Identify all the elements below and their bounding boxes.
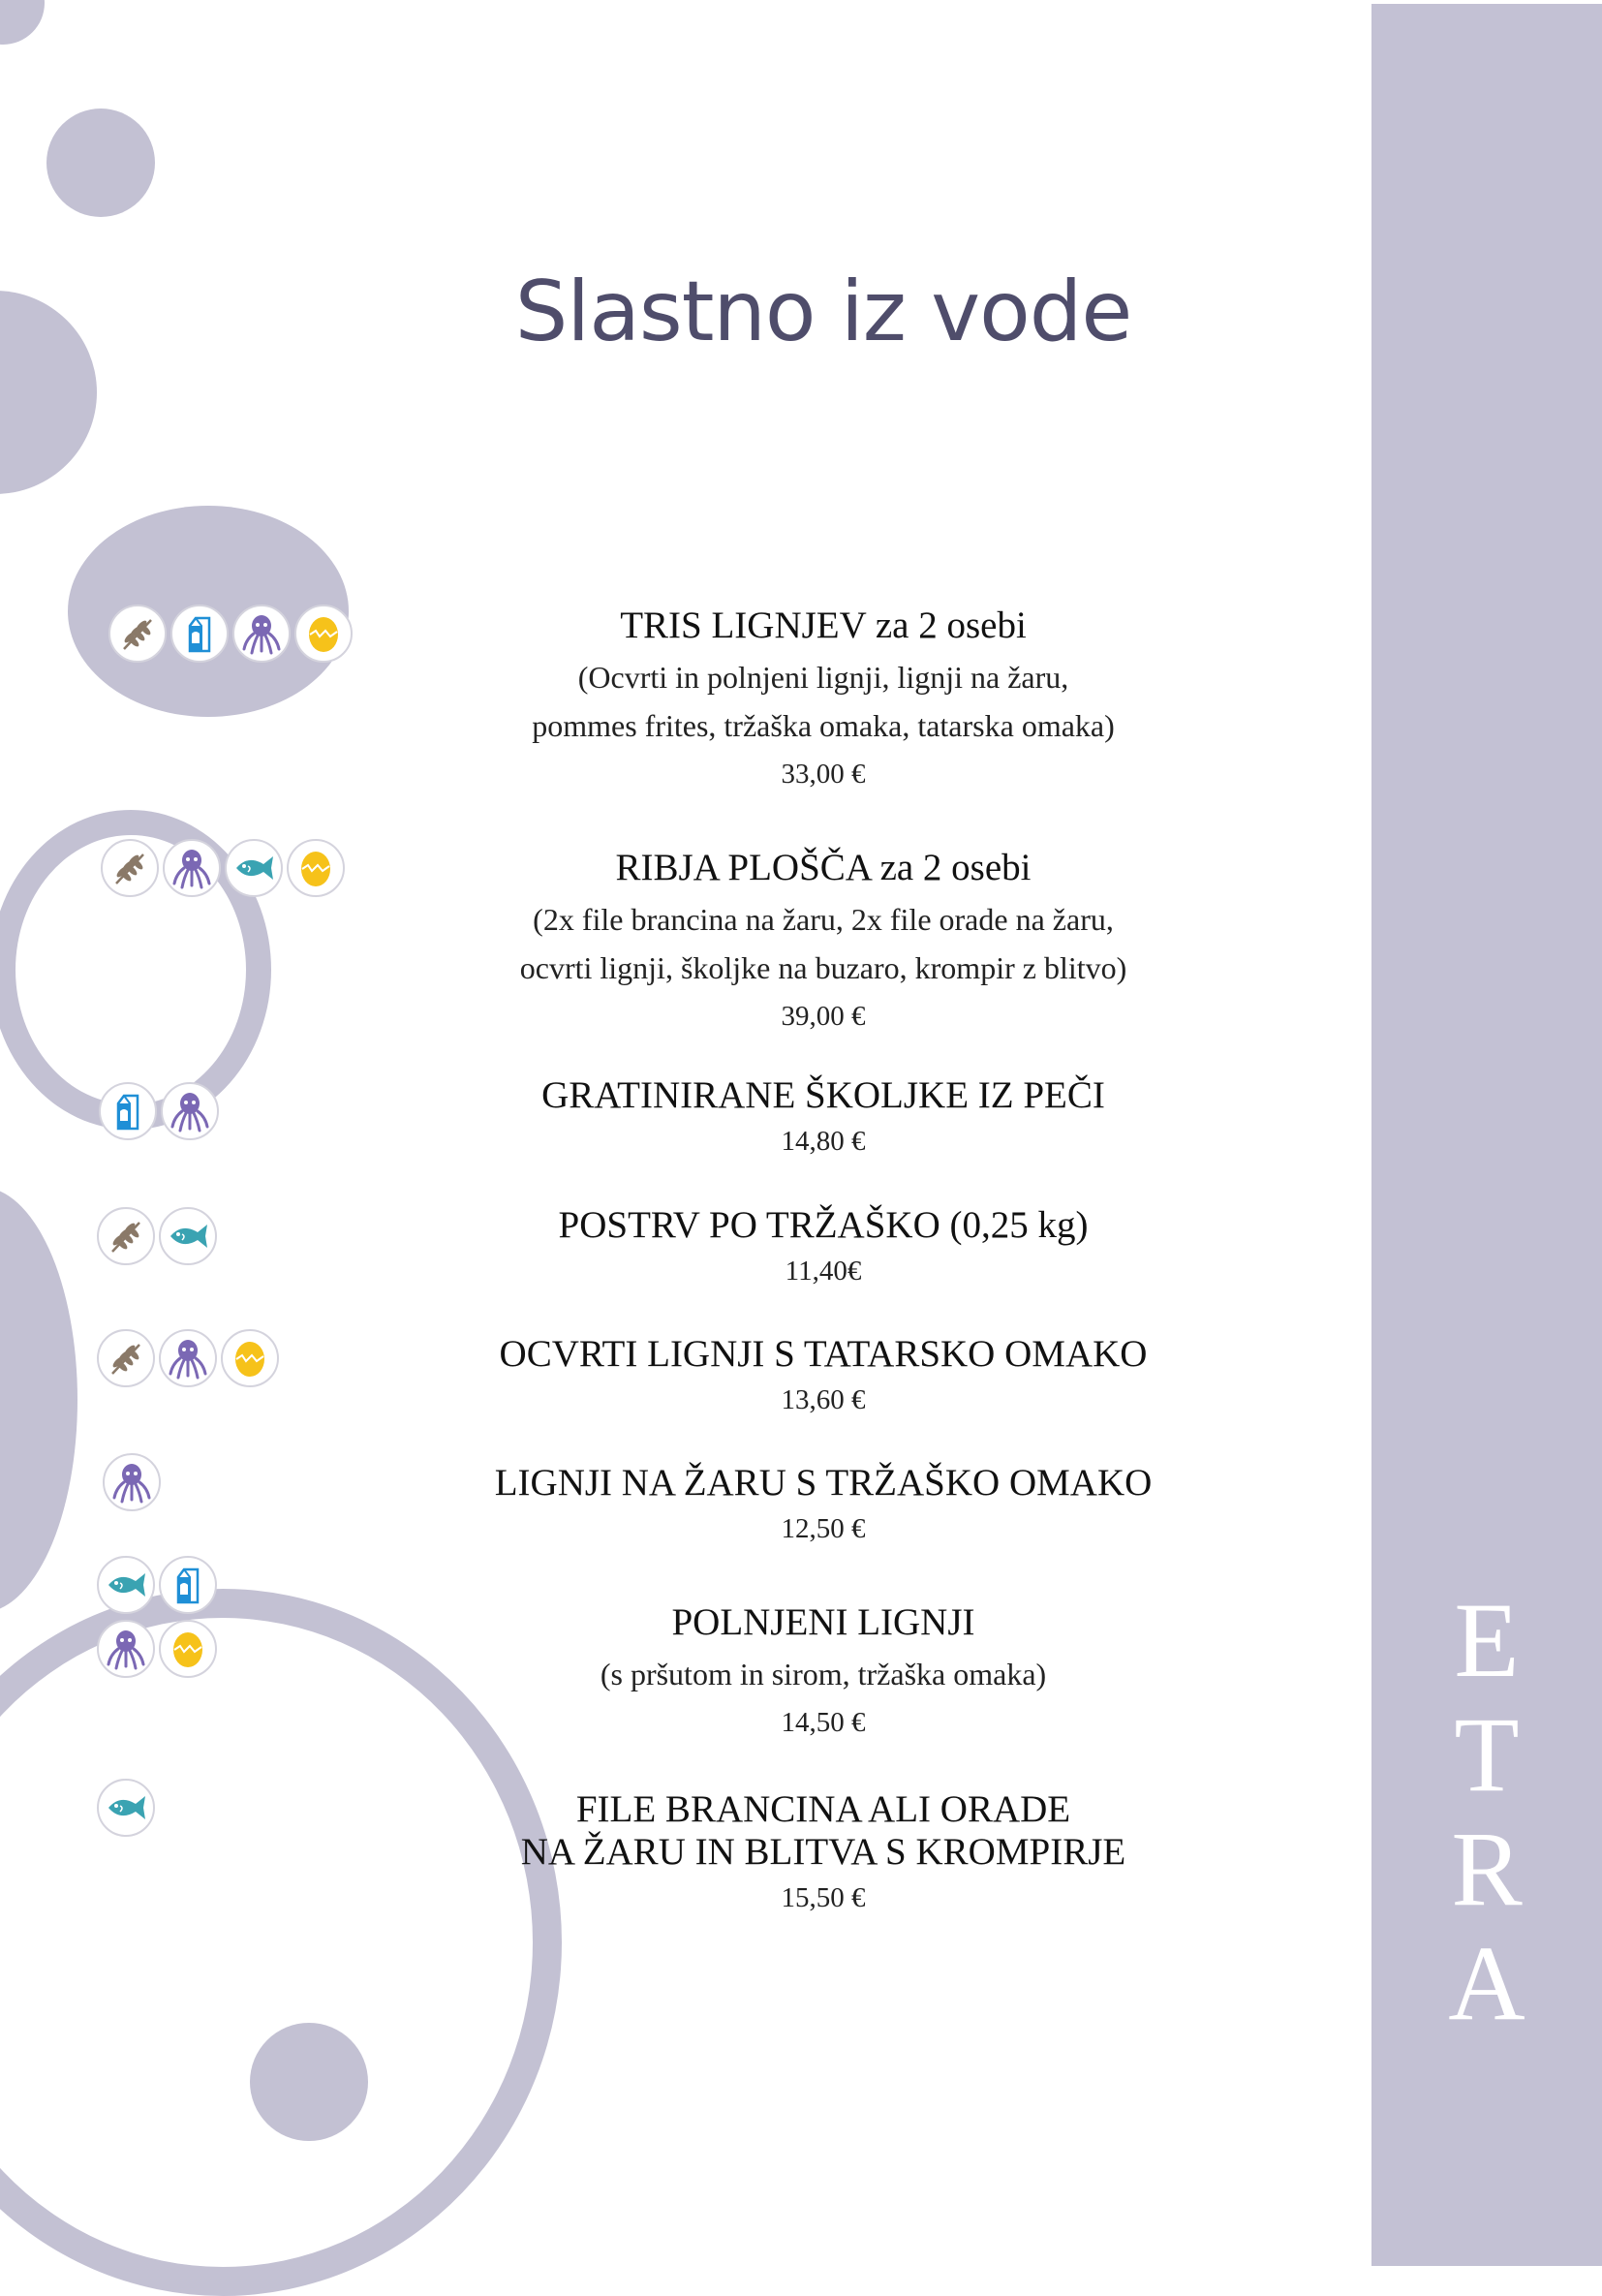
item-name: OCVRTI LIGNJI S TATARSKO OMAKO [499, 1333, 1148, 1375]
item-price: 11,40€ [785, 1256, 862, 1287]
menu-item [416, 1462, 1230, 1547]
item-name: LIGNJI NA ŽARU S TRŽAŠKO OMAKO [494, 1462, 1153, 1504]
allergen-icons [97, 1207, 221, 1265]
brand-letter: E [1454, 1581, 1520, 1699]
allergen-icons [101, 839, 349, 897]
decor-circle [0, 291, 97, 494]
decor-circle [46, 109, 155, 217]
menu-item [416, 1204, 1230, 1289]
allergen-icons [97, 1779, 159, 1837]
decor-circle [0, 1187, 77, 1613]
egg-icon [159, 1620, 217, 1678]
milk-icon [159, 1556, 217, 1614]
egg-icon [287, 839, 345, 897]
egg-icon [221, 1329, 279, 1387]
octopus-icon [232, 605, 291, 663]
allergen-icons [108, 605, 356, 663]
wheat-icon [97, 1207, 155, 1265]
wheat-icon [101, 839, 159, 897]
fish-icon [159, 1207, 217, 1265]
brand-letter: T [1454, 1695, 1520, 1814]
item-name: POSTRV PO TRŽAŠKO (0,25 kg) [558, 1204, 1089, 1246]
item-price: 13,60 € [781, 1384, 866, 1415]
item-name: FILE BRANCINA ALI ORADE NA ŽARU IN BLITVA S KROMPIRJE [520, 1788, 1126, 1873]
decor-circle [0, 0, 45, 45]
item-description: (Ocvrti in polnjeni lignji, lignji na žaru, pommes frites, tržaška omaka, tatarska omaka) [532, 660, 1115, 743]
item-price: 33,00 € [781, 759, 866, 790]
menu-item [416, 1601, 1230, 1741]
wheat-icon [108, 605, 167, 663]
milk-icon [170, 605, 229, 663]
item-description: (2x file brancina na žaru, 2x file orade na žaru, ocvrti lignji, školjke na buzaro, krompir z blitvo) [519, 902, 1127, 985]
decor-circle [250, 2023, 368, 2141]
item-price: 14,80 € [781, 1126, 866, 1157]
fish-icon [225, 839, 283, 897]
octopus-icon [163, 839, 221, 897]
item-name: TRIS LIGNJEV za 2 osebi [620, 605, 1027, 646]
octopus-icon [161, 1082, 219, 1140]
allergen-icons [97, 1556, 232, 1678]
allergen-icons [99, 1082, 223, 1140]
fish-icon [97, 1556, 155, 1614]
item-price: 14,50 € [781, 1707, 866, 1738]
fish-icon [97, 1779, 155, 1837]
item-name: POLNJENI LIGNJI [671, 1601, 975, 1643]
item-name: RIBJA PLOŠČA za 2 osebi [615, 847, 1032, 888]
menu-item [416, 1788, 1230, 1916]
item-price: 12,50 € [781, 1513, 866, 1544]
wheat-icon [97, 1329, 155, 1387]
brand-letter: A [1448, 1924, 1525, 2042]
allergen-icons [97, 1329, 283, 1387]
allergen-icons [103, 1453, 165, 1511]
item-price: 15,50 € [781, 1882, 866, 1913]
brand-letter: R [1451, 1810, 1523, 1928]
octopus-icon [97, 1620, 155, 1678]
item-name: GRATINIRANE ŠKOLJKE IZ PEČI [541, 1074, 1105, 1116]
brand-logo [1371, 1583, 1602, 2040]
menu-item [416, 605, 1230, 792]
egg-icon [294, 605, 353, 663]
menu-item [416, 847, 1230, 1035]
menu-item [416, 1074, 1230, 1160]
milk-icon [99, 1082, 157, 1140]
item-price: 39,00 € [781, 1001, 866, 1032]
side-panel [1371, 4, 1602, 2266]
octopus-icon [159, 1329, 217, 1387]
menu-item [416, 1333, 1230, 1418]
octopus-icon [103, 1453, 161, 1511]
item-description: (s pršutom in sirom, tržaška omaka) [600, 1657, 1047, 1691]
page-title: Slastno iz vode [514, 264, 1132, 360]
